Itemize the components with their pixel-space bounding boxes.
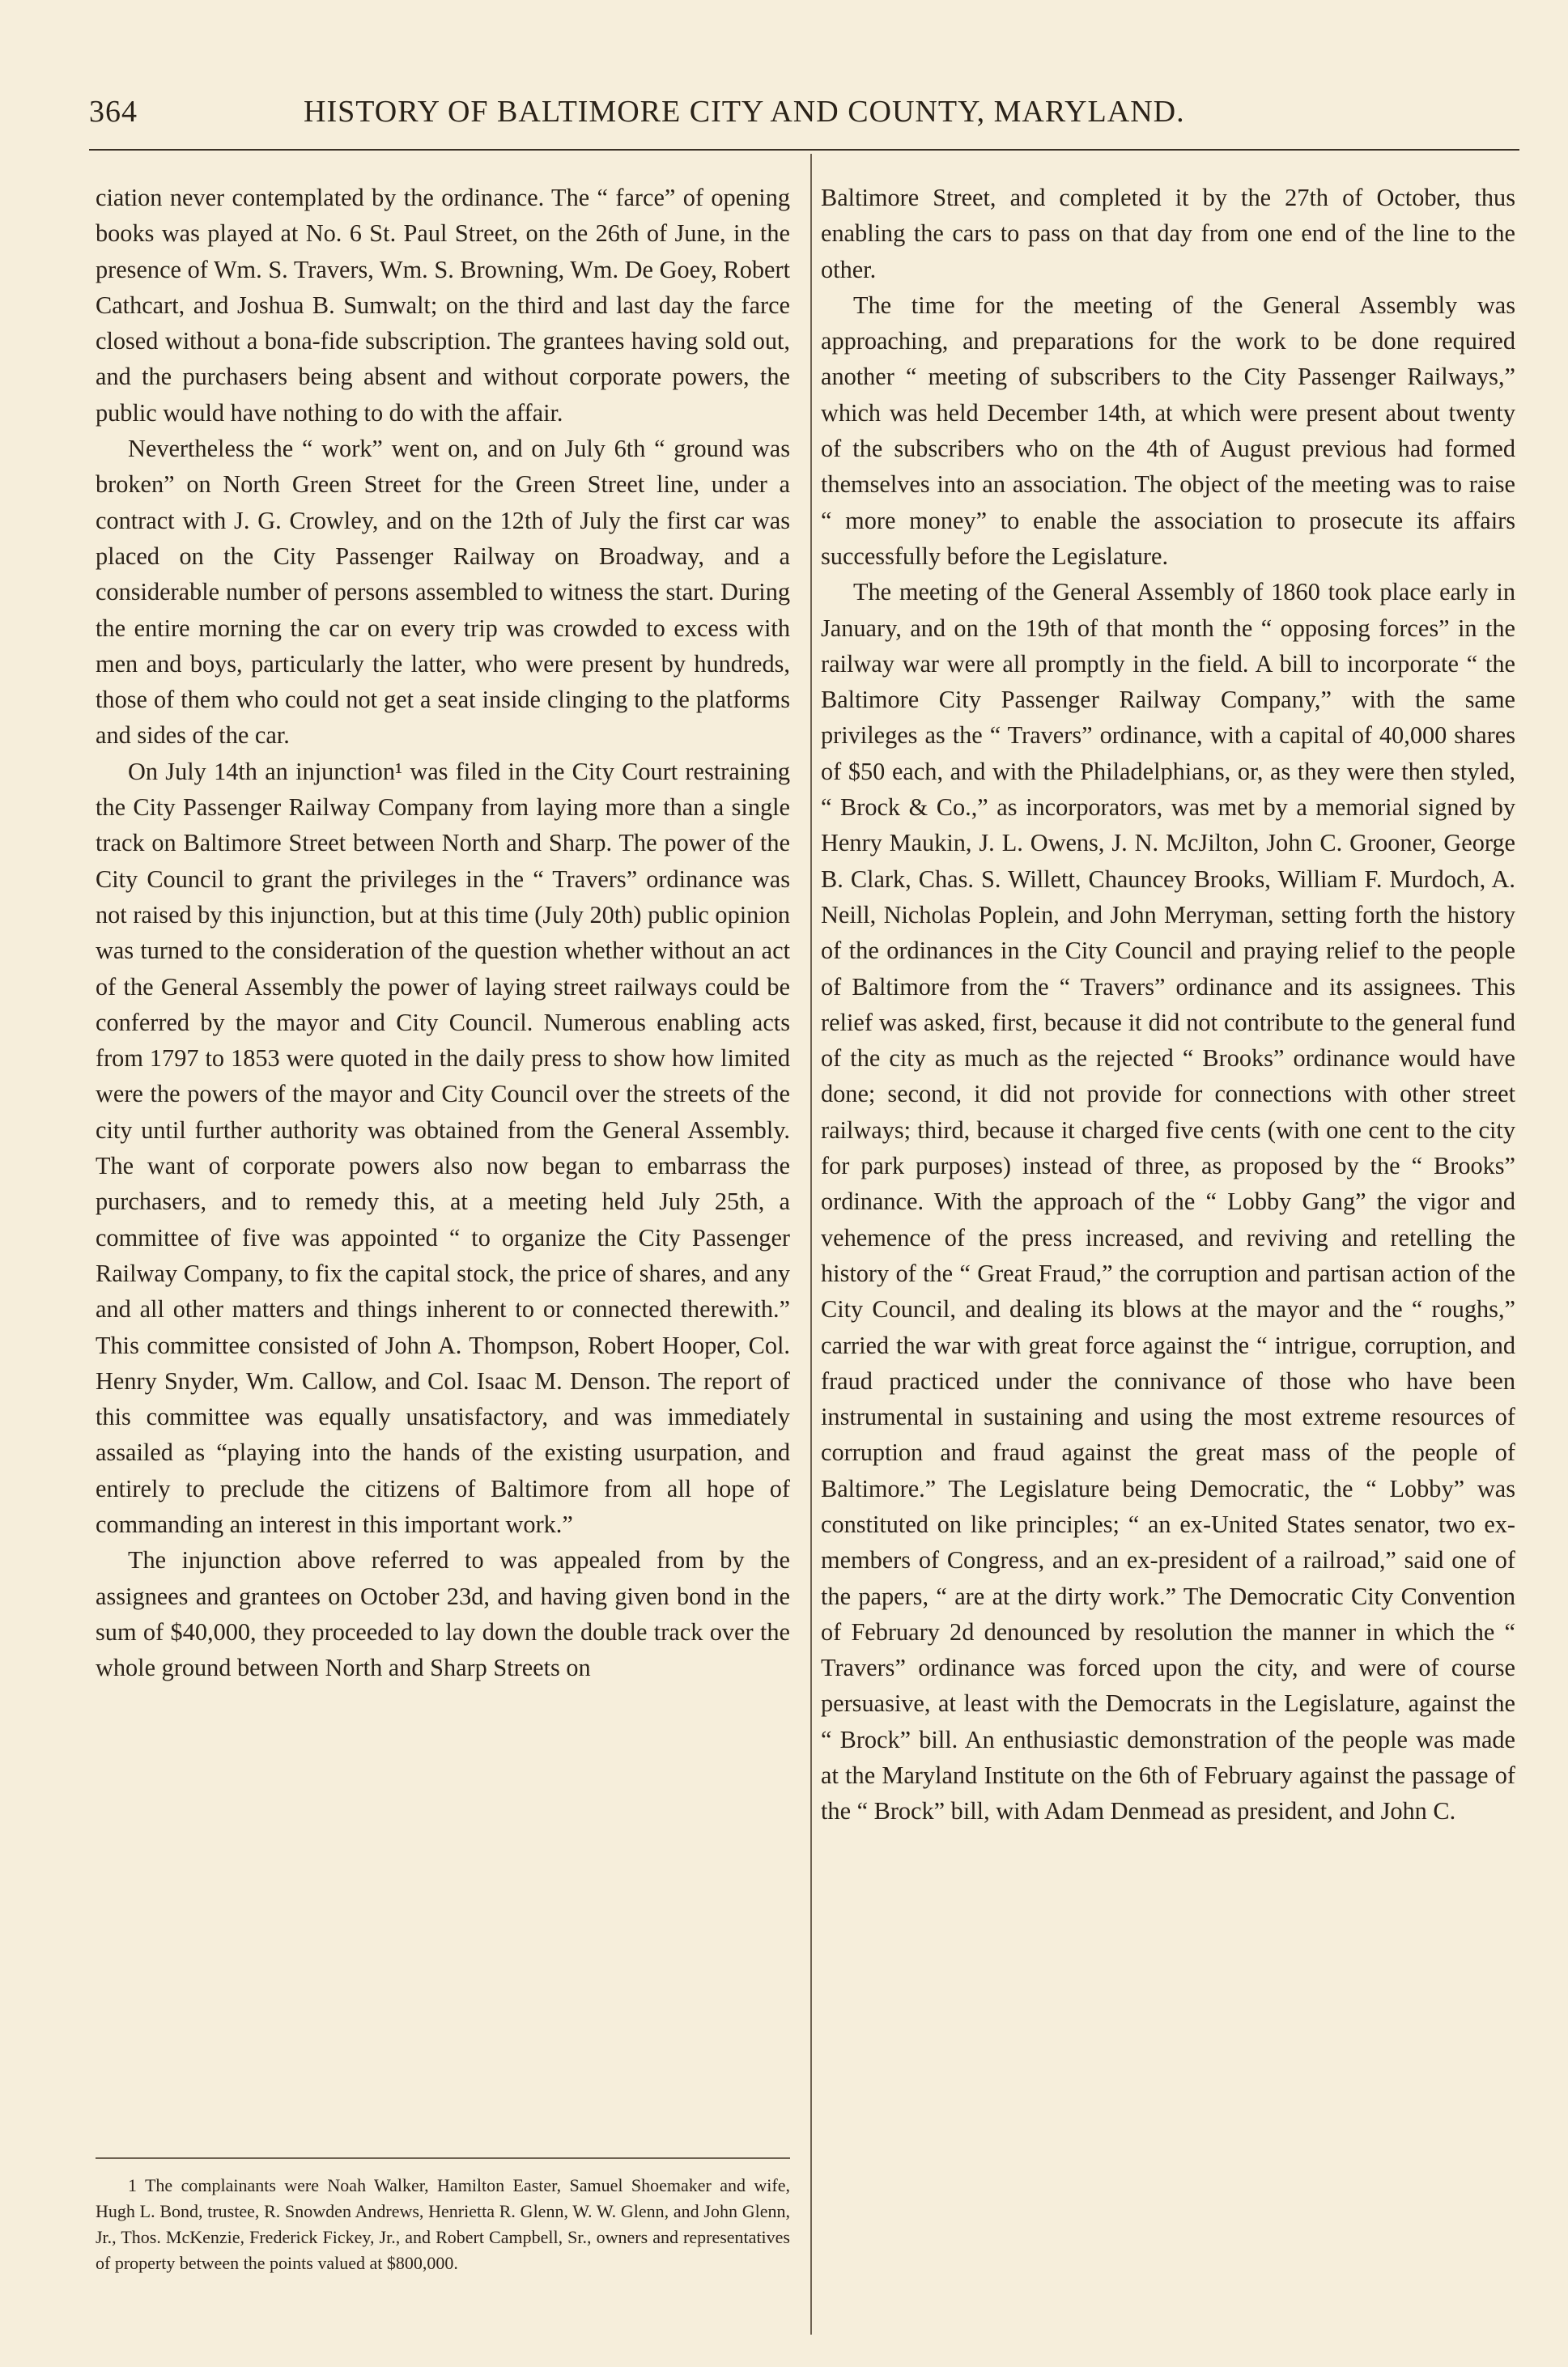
footnote	[96, 2173, 790, 2276]
left-column	[96, 180, 790, 1685]
column-divider	[810, 154, 812, 2335]
paragraph: On July 14th an injunction¹ was filed in the City Court restraining the City Passenger Railway Company from laying more than a single track on Baltimore Street between North and Sharp. The power of the City Council to grant the privileges in the “ Travers” ordinance was not raised by this injunction, but at this time (July 20th) public opinion was turned to the consideration of the question whether without an act of the General Assembly the power of laying street railways could be conferred by the mayor and City Council. Numerous enabling acts from 1797 to 1853 were quoted in the daily press to show how limited were the powers of the mayor and City Council over the streets of the city until further authority was obtained from the General Assembly. The want of corporate powers also now began to embarrass the purchasers, and to remedy this, at a meeting held July 25th, a committee of five was appointed “ to organize the City Passenger Railway Company, to fix the capital stock, the price of shares, and any and all other matters and things inherent to or connected therewith.” This committee consisted of John A. Thompson, Robert Hooper, Col. Henry Snyder, Wm. Callow, and Col. Isaac M. Denson. The report of this committee was equally unsatisfactory, and was immediately assailed as “playing into the hands of the existing usurpation, and entirely to preclude the citizens of Baltimore from all hope of commanding an interest in this important work.”	[96, 757, 790, 1538]
page-number: 364	[89, 95, 138, 129]
paragraph: The meeting of the General Assembly of 1860 took place early in January, and on the 19th of that month the “ opposing forces” in the railway war were all promptly in the field. A bill to incorporate “ the Baltimore City Passenger Railway Company,” with the same privileges as the “ Travers” ordinance, with a capital of 40,000 shares of $50 each, and with the Philadelphians, or, as they were then styled, “ Brock & Co.,” as incorporators, was met by a memorial signed by Henry Maukin, J. L. Owens, J. N. McJilton, John C. Grooner, George B. Clark, Chas. S. Willett, Chauncey Brooks, William F. Murdoch, A. Neill, Nicholas Poplein, and John Merryman, setting forth the history of the ordinances in the City Council and praying relief to the people of Baltimore from the “ Travers” ordinance and its assignees. This relief was asked, first, because it did not contribute to the general fund of the city as much as the rejected “ Brooks” ordinance would have done; second, it did not provide for connections with other street railways; third, because it charged five cents (with one cent to the city for park purposes) instead of three, as proposed by the “ Brooks” ordinance. With the approach of the “ Lobby Gang” the vigor and vehemence of the press increased, and reviving and retelling the history of the “ Great Fraud,” the corruption and partisan action of the City Council, and dealing its blows at the mayor and the “ roughs,” carried the war with great force against the “ intrigue, corruption, and fraud practiced under the connivance of those who have been instrumental in sustaining and using the most extreme resources of corruption and fraud against the great mass of the people of Baltimore.” The Legislature being Democratic, the “ Lobby” was constituted on like principles; “ an ex-United States senator, two ex-members of Congress, and an ex-president of a railroad,” said one of the papers, “ are at the dirty work.” The Democratic City Convention of February 2d denounced by resolution the manner in which the “ Travers” ordinance was forced upon the city, and were of course persuasive, at least with the Democrats in the Legislature, against the “ Brock” bill. An enthusiastic demonstration of the people was made at the Maryland Institute on the 6th of February against the passage of the “ Brock” bill, with Adam Denmead as president, and John C.	[821, 578, 1515, 1825]
book-title: HISTORY OF BALTIMORE CITY AND COUNTY, MARYLAND.	[304, 95, 1185, 129]
paragraph: Nevertheless the “ work” went on, and on July 6th “ ground was broken” on North Green Street for the Green Street line, under a contract with J. G. Crowley, and on the 12th of July the first car was placed on the City Passenger Railway on Broadway, and a considerable number of persons assembled to witness the start. During the entire morning the car on every trip was crowded to excess with men and boys, particularly the latter, who were present by hundreds, those of them who could not get a seat inside clinging to the platforms and sides of the car.	[96, 435, 790, 750]
right-column	[821, 180, 1515, 1829]
paragraph: ciation never contemplated by the ordinance. The “ farce” of opening books was played at No. 6 St. Paul Street, on the 26th of June, in the presence of Wm. S. Travers, Wm. S. Browning, Wm. De Goey, Robert Cathcart, and Joshua B. Sumwalt; on the third and last day the farce closed without a bona-fide subscription. The grantees having sold out, and the purchasers being absent and without corporate powers, the public would have nothing to do with the affair.	[96, 184, 790, 427]
header-rule	[89, 149, 1519, 151]
running-head	[89, 94, 1511, 142]
paragraph: The time for the meeting of the General Assembly was approaching, and preparations for the work to be done required another “ meeting of subscribers to the City Passenger Railways,” which was held December 14th, at which were present about twenty of the subscribers who on the 4th of August previous had formed themselves into an association. The object of the meeting was to raise “ more money” to enable the association to prosecute its affairs successfully before the Legislature.	[821, 291, 1515, 570]
footnote-rule	[96, 2157, 790, 2159]
paragraph: Baltimore Street, and completed it by the 27th of October, thus enabling the cars to pass on that day from one end of the line to the other.	[821, 184, 1515, 283]
paragraph: The injunction above referred to was appealed from by the assignees and grantees on October 23d, and having given bond in the sum of $40,000, they proceeded to lay down the double track over the whole ground between North and Sharp Streets on	[96, 1546, 790, 1682]
footnote-text: 1 The complainants were Noah Walker, Hamilton Easter, Samuel Shoemaker and wife, Hugh L. Bond, trustee, R. Snowden Andrews, Henrietta R. Glenn, W. W. Glenn, and John Glenn, Jr., Thos. McKenzie, Frederick Fickey, Jr., and Robert Campbell, Sr., owners and representatives of property between the points valued at $800,000.	[96, 2175, 790, 2273]
